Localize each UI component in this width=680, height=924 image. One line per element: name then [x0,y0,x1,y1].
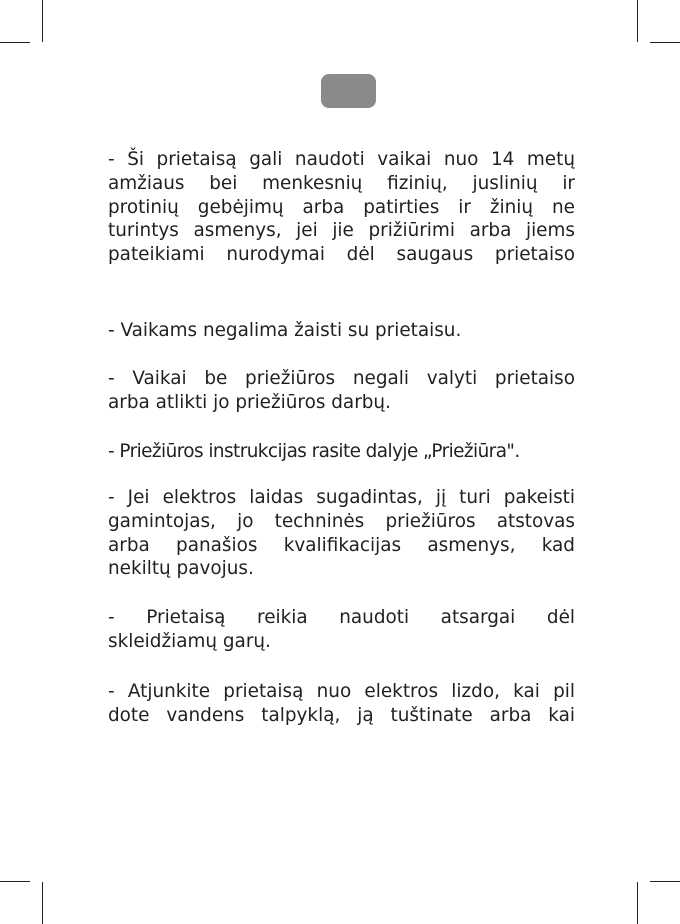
crop-mark-top-left-horizontal [0,42,30,43]
paragraph-maintenance-reference [108,440,575,464]
text-line: - Jei elektros laidas sugadintas, jį turi pakeisti [108,487,575,508]
text-line: - Prietaisą reikia naudoti atsargai dėl [108,607,575,628]
crop-mark-top-left-vertical [42,0,43,42]
text-line: dote vandens talpyklą, ją tuštinate arba kai [108,704,575,726]
text-line: - Priežiūros instrukcijas rasite dalyje „Priežiūra". [108,441,520,462]
paragraph-children-play [108,319,575,343]
text-line: - Atjunkite prietaisą nuo elektros lizdo, kai pil [108,681,575,702]
text-line: gamintojas, jo techninės priežiūros atstovas [108,510,575,532]
text-line: pateikiami nurodymai dėl saugaus prietaiso [108,244,575,266]
text-line: - Vaikams negalima žaisti su prietaisu. [108,320,462,341]
crop-mark-bottom-right-vertical [637,882,638,924]
crop-mark-bottom-right-horizontal [650,881,680,882]
text-line: arba panašios kvalifikacijas asmenys, kad [108,534,575,556]
text-line: protinių gebėjimų arba patirties ir žinių ne [108,196,575,218]
text-line: - Ši prietaisą gali naudoti vaikai nuo 14 metų [108,149,575,170]
paragraph-cleaning [108,367,575,415]
text-line: arba atlikti jo priežiūros darbų. [108,391,391,413]
paragraph-unplug [108,680,575,728]
crop-mark-top-right-vertical [637,0,638,42]
crop-mark-top-right-horizontal [650,42,680,43]
text-line: amžiaus bei menkesnių fizinių, juslinių ir [108,172,575,194]
crop-mark-bottom-left-vertical [42,882,43,924]
text-line: nekiltų pavojus. [108,558,254,580]
text-line: skleidžiamų garų. [108,630,271,652]
crop-mark-bottom-left-horizontal [0,881,30,882]
page-tab [321,74,376,108]
paragraph-steam [108,606,575,654]
text-line: turintys asmenys, jei jie prižiūrimi arba jiems [108,220,575,242]
paragraph-power-cord [108,486,575,581]
paragraph-supervision [108,148,575,267]
text-line: - Vaikai be priežiūros negali valyti prietaiso [108,368,575,389]
